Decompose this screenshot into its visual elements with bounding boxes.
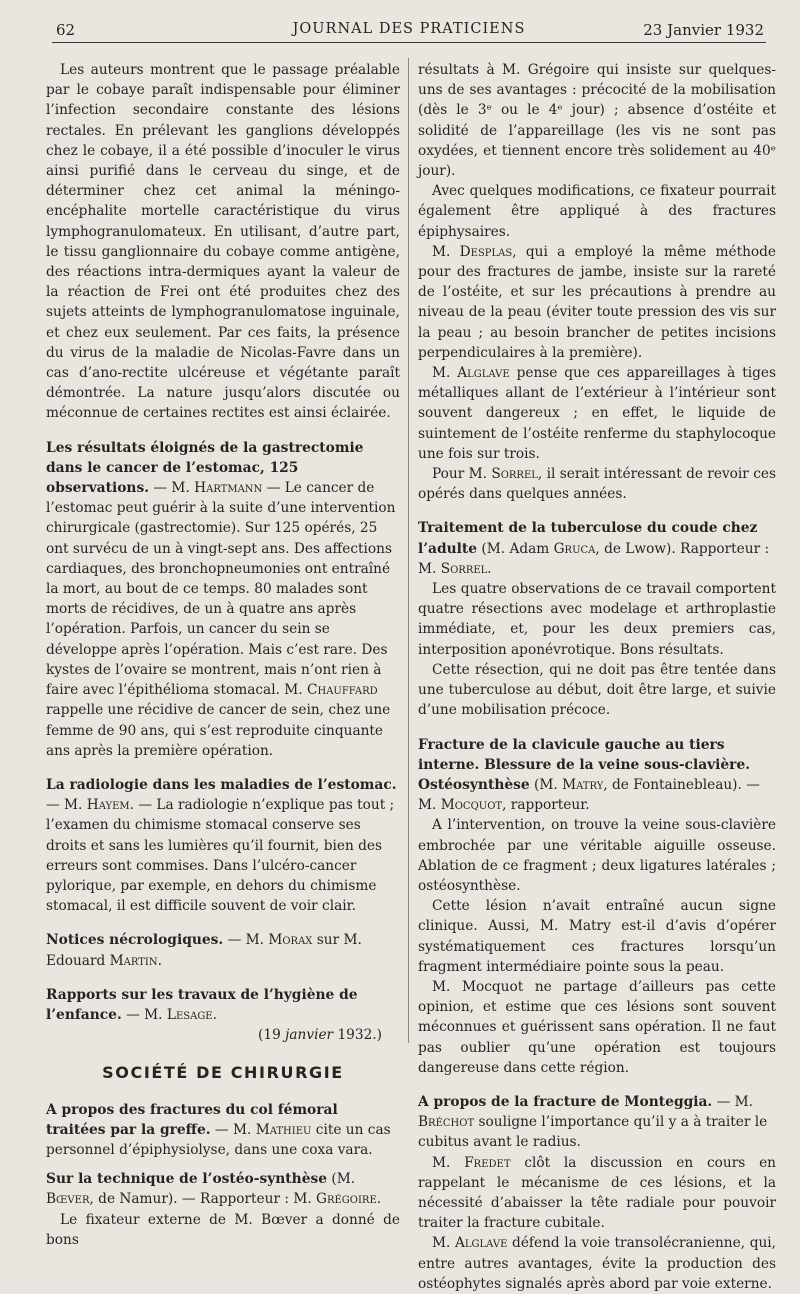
paragraph: M. Desplas, qui a employé la même méthode pour des fractures de jambe, insiste sur la rareté de l’ostéite, et sur les précautions à prendre au niveau de la peau (éviter toute pression des vis sur la peau ; au besoin brancher de petites incisions perpendiculaires à la première).: [418, 243, 776, 361]
article-title: Notices nécrologiques.: [46, 932, 224, 949]
left-column: Les auteurs montrent que le passage préalable par le cobaye paraît indispensable pour éliminer l’infection secondaire constante des lésions rectales. En prélevant les ganglions développés chez le cobaye, il a été possible d’inoculer le virus ainsi purifié dans le cerveau du singe, et de déterminer chez cet animal la méningo-encéphalite mortelle caractéristique du virus lymphogranulomateux. En utilisant, d’autre part, le tissu ganglionnaire du cobaye comme antigène, des réactions intra-dermiques ayant la valeur de la réaction de Frei ont été produites chez des sujets atteints de lymphogranulomatose inguinale, et chez eux seulement. Par ces faits, la présence du virus de la maladie de Nicolas-Favre dans un cas d’ano-rectite ulcéreuse et végétante paraît démontrée. La nature jusqu’alors discutée ou méconnue de certaines rectites est ainsi éclairée. Les résultats éloignés de la gastrectomie dans le cancer de l’estomac, 125 observations. — M. Hartmann — Le cancer de l’estomac peut guérir à la suite d’une intervention chirurgicale (gastrectomie). Sur 125 opérés, 25 ont survécu de un à vingt-sept ans. Des affections cardiaques, des bronchopneumonies ont entraîné la mort, au bout de ce temps. 80 malades sont morts de récidives, de un à quatre ans après l’opération. Parfois, un cancer du sein se développe après l’opération. Mais c’est rare. Des kystes de l’ovaire se montrent, mais n’ont rien à faire avec l’épithélioma stomacal. M. Chauffard rappelle une récidive de cancer de sein, chez une femme de 90 ans, qui s’est reproduite cinquante ans après la première opération. La radiologie dans les maladies de l’estomac. — M. Hayem. — La radiologie n’explique pas tout ; l’examen du chimisme stomacal conserve ses droits et sans les lumières qu’il fournit, bien des erreurs sont commises. Dans l’ulcéro-cancer pylorique, par exemple, en dehors du chimisme stomacal, il est difficile souvent de voir clair. Notices nécrologiques. — M. Morax sur M. Edouard Martin. Rapports sur les travaux de l’hygiène de l’enfance. — M. Lesage. (19 janvier 1932.) SOCIÉTÉ DE CHIRURGIE A propos des fractures du col fémoral traitées par la greffe. — M. Mathieu cite un cas personnel d’épiphysiolyse, dans une coxa vara. Sur la technique de l’ostéo-synthèse (M. Bœver, de Namur). — Rapporteur : M. Grégoire. Le fixateur externe de M. Bœver a donné de bons: [46, 60, 400, 1250]
article-title: Sur la technique de l’ostéo-synthèse: [46, 1171, 328, 1188]
paragraph: Pour M. Sorrel, il serait intéressant de revoir ces opérés dans quelques années.: [418, 466, 776, 503]
paragraph: M. Alglave défend la voie transolécranienne, qui, entre autres avantages, évite la production des ostéophytes signalés après abord par voie externe.: [418, 1235, 777, 1292]
article-title: A propos de la fracture de Monteggia.: [418, 1093, 713, 1110]
page-header: [52, 12, 766, 43]
journal-title: JOURNAL DES PRATICIENS: [292, 21, 526, 37]
session-date: (19 janvier 1932.): [258, 1027, 382, 1044]
paragraph: M. Mocquot ne partage d’ailleurs pas cette opinion, et estime que ces lésions sont souvent méconnues et guérissent sans opération. Il ne faut pas oublier qu’une opération est toujours dangereuse dans cette région.: [418, 978, 776, 1076]
article-title: Rapports sur les travaux de l’hygiène de l’enfance.: [46, 986, 358, 1023]
paragraph: résultats à M. Grégoire qui insiste sur quelques-uns de ses avantages : précocité de la mobilisation (dès le 3ᵉ ou le 4ᵉ jour) ; absence d’ostéite et solidité de l’appareillage (les vis ne sont pas oxydées, et tiennent encore très solidement au 40ᵉ jour).: [418, 62, 776, 180]
author: Hartmann: [194, 480, 263, 497]
paragraph: Cette lésion n’avait entraîné aucun signe clinique. Aussi, M. Matry est-il d’avis d’opérer systématiquement ces fractures lorsqu’un fragment intermédiaire pointe sous la peau.: [418, 898, 776, 975]
paragraph: Le fixateur externe de M. Bœver a donné de bons: [46, 1211, 400, 1248]
article-title: Fracture de la clavicule gauche au tiers interne. Blessure de la veine sous-clavière. Ostéosynthèse: [418, 736, 751, 793]
issue-date: 23 Janvier 1932: [643, 21, 764, 39]
paragraph: M. Fredet clôt la discussion en cours en rappelant le mécanisme de ces lésions, et la nécessité d’abaisser la tête radiale pour pouvoir traiter la fracture cubitale.: [418, 1154, 776, 1232]
paragraph: A l’intervention, on trouve la veine sous-clavière embrochée par une véritable aiguille osseuse. Ablation de ce fragment ; deux ligatures latérales ; ostéosynthèse.: [418, 817, 776, 894]
article-title: A propos des fractures du col fémoral traitées par la greffe.: [46, 1101, 338, 1138]
author: Lesage: [166, 1006, 213, 1023]
author: Hayem: [86, 797, 130, 814]
author: Mathieu: [255, 1121, 312, 1138]
article-title: La radiologie dans les maladies de l’estomac.: [46, 776, 397, 793]
author: Bœver: [46, 1191, 90, 1208]
author: Chauffard: [307, 682, 378, 699]
paragraph: Les auteurs montrent que le passage préalable par le cobaye paraît indispensable pour éliminer l’infection secondaire constante des lésions rectales. En prélevant les ganglions développés chez le cobaye, il a été possible d’inoculer le virus ainsi purifié dans le cerveau du singe, et de déterminer chez cet animal la méningo-encéphalite mortelle caractéristique du virus lymphogranulomateux. En utilisant, d’autre part, le tissu ganglionnaire du cobaye comme antigène, des réactions intra-dermiques ayant la valeur de la réaction de Frei ont été produites chez des sujets atteints de lymphogranulomatose inguinale, et chez eux seulement. Par ces faits, la présence du virus de la maladie de Nicolas-Favre dans un cas d’ano-rectite ulcéreuse et végétante paraît démontrée. La nature jusqu’alors discutée ou méconnue de certaines rectites est ainsi éclairée.: [46, 62, 400, 422]
paragraph: Les quatre observations de ce travail comportent quatre résections avec modelage et arthroplastie immédiate, et, pour les deux premiers cas, interposition aponévrotique. Bons résultats.: [418, 581, 776, 658]
paragraph: Avec quelques modifications, ce fixateur pourrait également être appliqué à des fractures épiphysaires.: [418, 183, 776, 240]
article-title: Les résultats éloignés de la gastrectomie dans le cancer de l’estomac, 125 observations.: [46, 439, 364, 497]
section-heading: SOCIÉTÉ DE CHIRURGIE: [102, 1063, 344, 1083]
right-column: résultats à M. Grégoire qui insiste sur quelques-uns de ses avantages : précocité de la mobilisation (dès le 3ᵉ ou le 4ᵉ jour) ; absence d’ostéite et solidité de l’appareillage (les vis ne sont pas oxydées, et tiennent encore très solidement au 40ᵉ jour). Avec quelques modifications, ce fixateur pourrait également être appliqué à des fractures épiphysaires. M. Desplas, qui a employé la même méthode pour des fractures de jambe, insiste sur la rareté de l’ostéite, et sur les précautions à prendre au niveau de la peau (éviter toute pression des vis sur la peau ; au besoin brancher de petites incisions perpendiculaires à la première). M. Alglave pense que ces appareillages à tiges métalliques allant de l’extérieur à l’intérieur sont souvent dangereux ; en effet, le liquide de suintement de l’ostéite renferme du staphylocoque une fois sur trois. Pour M. Sorrel, il serait intéressant de revoir ces opérés dans quelques années. Traitement de la tuberculose du coude chez l’adulte (M. Adam Gruca, de Lwow). Rapporteur : M. Sorrel. Les quatre observations de ce travail comportent quatre résections avec modelage et arthroplastie immédiate, et, pour les deux premiers cas, interposition aponévrotique. Bons résultats. Cette résection, qui ne doit pas être tentée dans une tuberculose au début, doit être large, et suivie d’une mobilisation précoce. Fracture de la clavicule gauche au tiers interne. Blessure de la veine sous-clavière. Ostéosynthèse (M. Matry, de Fontainebleau). — M. Mocquot, rapporteur. A l’intervention, on trouve la veine sous-clavière embrochée par une véritable aiguille osseuse. Ablation de ce fragment ; deux ligatures latérales ; ostéosynthèse. Cette lésion n’avait entraîné aucun signe clinique. Aussi, M. Matry est-il d’avis d’opérer systématiquement ces fractures lorsqu’un fragment intermédiaire pointe sous la peau. M. Mocquot ne partage d’ailleurs pas cette opinion, et estime que ces lésions sont souvent méconnues et guérissent sans opération. Il ne faut pas oublier qu’une opération est toujours dangereuse dans cette région. A propos de la fracture de Monteggia. — M. Bréchot souligne l’importance qu’il y a à traiter le cubitus avant le radius. M. Fredet clôt la discussion en cours en rappelant le mécanisme de ces lésions, et la nécessité d’abaisser la tête radiale pour pouvoir traiter la fracture cubitale. M. Alglave défend la voie transolécranienne, qui, entre autres avantages, évite la production des ostéophytes signalés après abord par voie externe.: [418, 60, 776, 1294]
paragraph: M. Alglave pense que ces appareillages à tiges métalliques allant de l’extérieur à l’intérieur sont souvent dangereux ; en effet, le liquide de suintement de l’ostéite renferme du staphylocoque une fois sur trois.: [418, 365, 777, 462]
column-divider: [408, 58, 409, 1043]
paragraph: Cette résection, qui ne doit pas être tentée dans une tuberculose au début, doit être large, et suivie d’une mobilisation précoce.: [418, 661, 776, 719]
article-title: Traitement de la tuberculose du coude chez l’adulte: [418, 520, 758, 557]
page-number: 62: [56, 21, 76, 39]
